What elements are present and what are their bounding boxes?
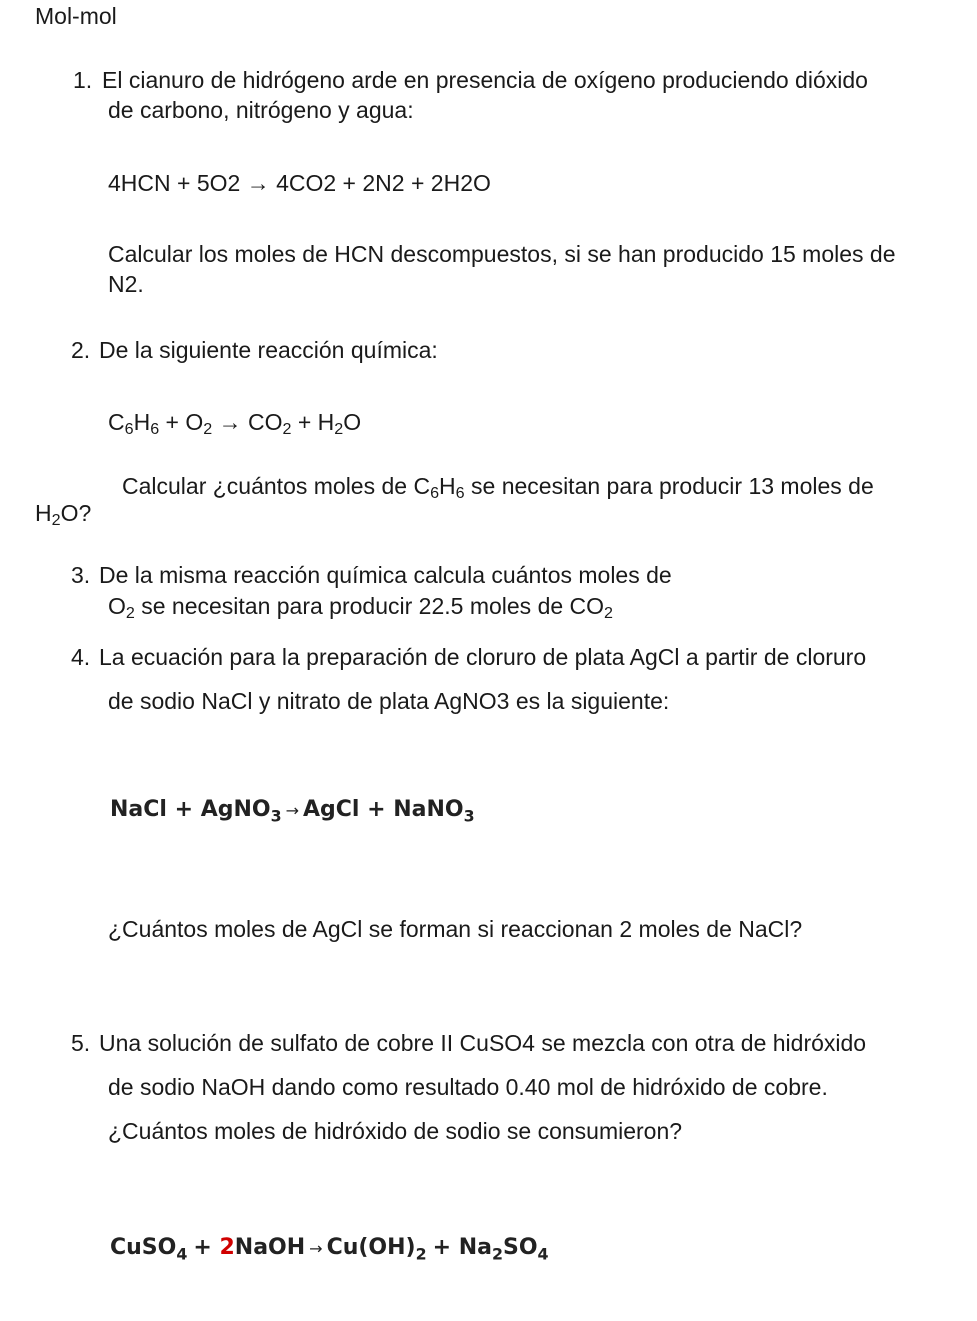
q5-text-line3: ¿Cuántos moles de hidróxido de sodio se consumieron? [108,1118,683,1144]
q3-text-line1: De la misma reacción química calcula cuántos moles de [99,562,672,588]
q1-equation: 4HCN + 5O2 → 4CO2 + 2N2 + 2H2O [108,170,491,196]
q1-ask-line2: N2. [108,271,144,297]
q4-question: ¿Cuántos moles de AgCl se forman si reaccionan 2 moles de NaCl? [108,916,803,942]
q2-equation: $C_6H_6 + O_2 \to CO_2 + H_2O$ [108,409,362,439]
q1-number: 1. [73,67,93,93]
q4-number: 4. [71,644,91,670]
q5-number: 5. [71,1030,91,1056]
q4-equation: NaCl + AgNO$_3$ → AgCl + NaNO$_3$ [110,797,475,826]
q3-text-line2: $O_2$ se necesitan para producir 22.5 moles de $CO_2$ [108,593,613,623]
q4-text-line2: de sodio NaCl y nitrato de plata AgNO3 es la siguiente: [108,688,670,714]
q5-text-line1: Una solución de sulfato de cobre II CuSO4 se mezcla con otra de hidróxido [99,1030,867,1056]
q2-ask-line1: Calcular ¿cuántos moles de $C_6H_6$ se necesitan para producir 13 moles de [122,473,874,503]
page-title: Mol-mol [35,3,117,29]
q2-ask-line2: $H_2O$? [35,500,92,530]
q4-text-line1: La ecuación para la preparación de cloruro de plata AgCl a partir de cloruro [99,644,867,670]
q1-ask-line1: Calcular los moles de HCN descompuestos, si se han producido 15 moles de [108,241,896,267]
q1-text-line1: El cianuro de hidrógeno arde en presencia de oxígeno produciendo dióxido [102,67,868,93]
q5-equation: CuSO$_4$ + 2NaOH → $Cu(OH)_2 + Na_2SO_4$ [110,1235,549,1264]
q2-intro: De la siguiente reacción química: [99,337,438,363]
q5-text-line2: de sodio NaOH dando como resultado 0.40 mol de hidróxido de cobre. [108,1074,828,1100]
q2-number: 2. [71,337,91,363]
q1-text-line2: de carbono, nitrógeno y agua: [108,97,414,123]
q3-number: 3. [71,562,91,588]
q5-coefficient: 2 [219,1235,235,1260]
